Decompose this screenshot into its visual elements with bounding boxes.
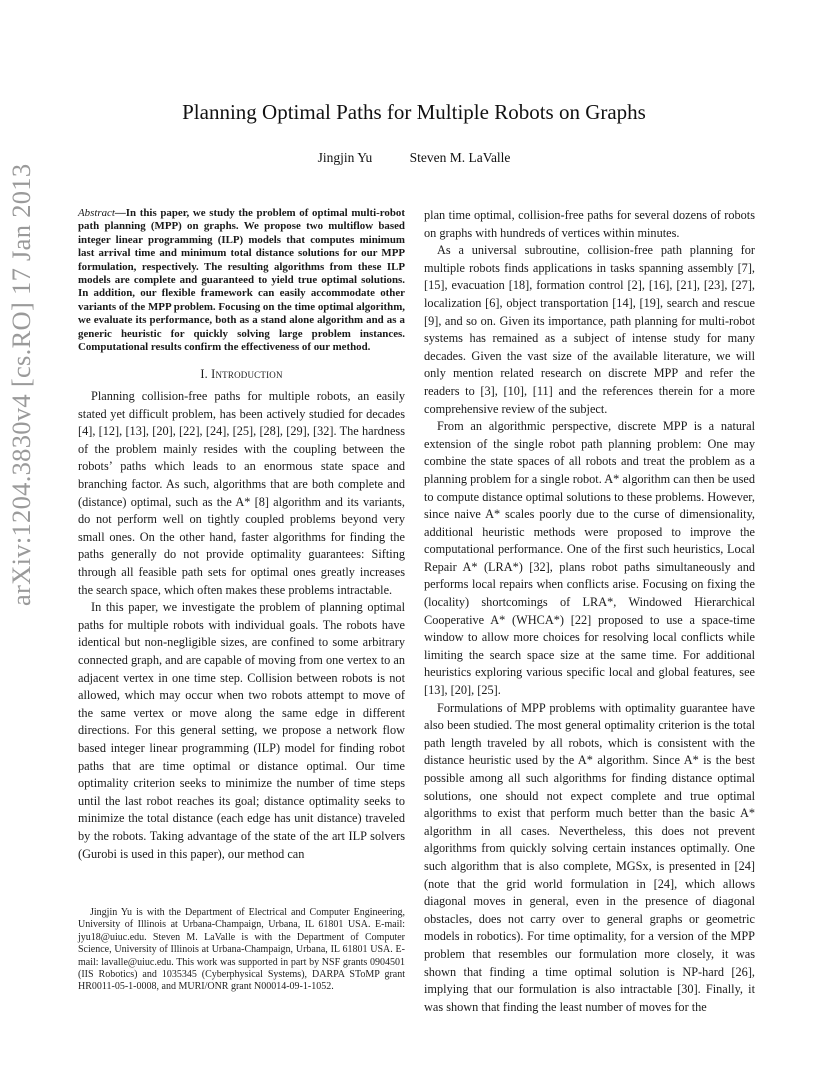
body-paragraph: In this paper, we investigate the problem of planning optimal paths for multiple robots with individual goals. The robots have identical but non-negligible sizes, are confined to some arbitrary connected graph, and are capable of moving from one vertex to an adjacent vertex in one time step. Collision between robots is not allowed, which may occur when two robots attempt to move of the same vertex or move along the same edge in different directions. For this general setting, we propose a network flow based integer linear programming (ILP) model for finding robot paths that are time optimal or distance optimal. Our time optimality criterion seeks to minimize the number of time steps until the last robot reaches its goal; distance optimality seeks to minimize the total distance (each edge has unit distance) traveled by the robots. Taking advantage of the state of the art ILP solvers (Gurobi is used in this paper), our method can [78, 600, 405, 861]
section-heading [78, 366, 405, 384]
right-column [424, 207, 755, 1016]
abstract-label: Abstract [78, 207, 115, 219]
abstract-text: In this paper, we study the problem of optimal multi-robot path planning (MPP) on graphs. We propose two multiflow based integer linear programming (ILP) models that computes minimum last arrival time and minimum total distance solutions for our MPP formulation, respectively. The resulting algorithms from these ILP models are complete and guaranteed to yield true optimal solutions. In addition, our flexible framework can easily accommodate other variants of the MPP problem. Focusing on the time optimal algorithm, we evaluate its performance, both as a stand alone algorithm and as a generic heuristic for quickly solving large problem instances. Computational results confirm the effectiveness of our method. [78, 207, 405, 354]
author-name: Jingjin Yu [317, 150, 373, 165]
body-paragraph: plan time optimal, collision-free paths for several dozens of robots on graphs with hundreds of vertices within minutes. [424, 208, 755, 240]
body-paragraph: Planning collision-free paths for multiple robots, an easily stated yet difficult problem, has been actively studied for decades [4], [12], [13], [20], [22], [24], [25], [28], [29], [32]. The hardness of the problem mainly resides with the coupling between the robots’ paths which leads to an enormous state space and branching factor. As such, algorithms that are both complete and (distance) optimal, such as the A* [8] algorithm and its variants, do not perform well on tightly coupled problems beyond very small ones. On the other hand, faster algorithms for finding the paths generally do not provide optimality guarantees: Sifting through all feasible path sets for optimal ones greatly increases the search space, which often makes these problems intractable. [78, 389, 405, 597]
body-paragraph: As a universal subroutine, collision-free path planning for multiple robots finds applications in tasks spanning assembly [7], [15], evacuation [18], formation control [2], [16], [21], [23], [27], localization [6], object transportation [14], [19], search and rescue [9], and so on. Given its importance, path planning for multi-robot systems has remained as a subject of intense study for many decades. Given the vast size of the available literature, we will only mention related research on discrete MPP and refer the readers to [3], [10], [11] and the references therein for a more comprehensive review of the subject. [424, 243, 755, 416]
author-list [0, 150, 828, 166]
section-number: I. [200, 367, 208, 382]
arxiv-identifier: arXiv:1204.3830v4 [cs.RO] 17 Jan 2013 [6, 163, 36, 606]
body-paragraph: Formulations of MPP problems with optimality guarantee have also been studied. The most general optimality criterion is the total path length traveled by all robots, which is consistent with the distance heuristic used by the A* algorithm. Since A* is the best possible among all such algorithms for finding distance optimal solutions, one should not expect complete and true optimal algorithms to exist that perform much better than the basic A* algorithm in all cases. Nevertheless, this does not prevent algorithms from quickly solving certain instances optimally. One such algorithm that is also complete, MGSx, is presented in [24] (note that the grid world formulation in [24], which allows diagonal moves in general, even in the presence of diagonal obstacles, does not carry over to general graphs or geometric models in robotics). For time optimality, for a version of the MPP problem that resembles our formulation more closely, it was shown that finding a time optimal solution is NP-hard [26], implying that our formulation is also intractable [30]. Finally, it was shown that finding the least number of moves for the [424, 700, 755, 1014]
author-footnote: Jingjin Yu is with the Department of Electrical and Computer Engineering, University of Illinois at Urbana-Champaign, Urbana, IL 61801 USA. E-mail: jyu18@uiuc.edu. Steven M. LaValle is with the Department of Computer Science, University of Illinois at Urbana-Champaign, Urbana, IL 61801 USA. E-mail: lavalle@uiuc.edu. This work was supported in part by NSF grants 0904501 (IIS Robotics) and 1035345 (Cyberphysical Systems), DARPA SToMP grant HR0011-05-1-0008, and MURI/ONR grant N00014-09-1-1052. [78, 907, 405, 993]
paper-title: Planning Optimal Paths for Multiple Robots on Graphs [182, 100, 646, 124]
left-column [78, 207, 405, 863]
body-paragraph: From an algorithmic perspective, discrete MPP is a natural extension of the single robot path planning problem: One may combine the state spaces of all robots and treat the problem as a planning problem for a single robot. A* algorithm can then be used to compute distance optimal solutions to these problems. However, since naive A* scales poorly due to the curse of dimensionality, additional heuristic methods were proposed to improve the computational performance. One of the first such heuristics, Local Repair A* (LRA*) [32], plans robot paths simultaneously and performs local repairs when conflicts arise. Focusing on fixing the (locality) shortcomings of LRA*, Windowed Hierarchical Cooperative A* (WHCA*) [22] proposed to use a space-time window to allow more choices for resolving local conflicts while limiting the search space size at the same time. For additional heuristics exploring various specific local and global features, see [13], [20], [25]. [424, 419, 755, 698]
section-title: Introduction [211, 367, 283, 382]
abstract: Abstract—In this paper, we study the problem of optimal multi-robot path planning (MPP) on graphs. We propose two multiflow based integer linear programming (ILP) models that computes minimum last arrival time and minimum total distance solutions for our MPP formulation, respectively. The resulting algorithms from these ILP models are complete and guaranteed to yield true optimal solutions. In addition, our flexible framework can easily accommodate other variants of the MPP problem. Focusing on the time optimal algorithm, we evaluate its performance, both as a stand alone algorithm and as a generic heuristic for quickly solving large problem instances. Computational results confirm the effectiveness of our method. [78, 207, 405, 354]
author-name: Steven M. LaValle [409, 150, 511, 165]
